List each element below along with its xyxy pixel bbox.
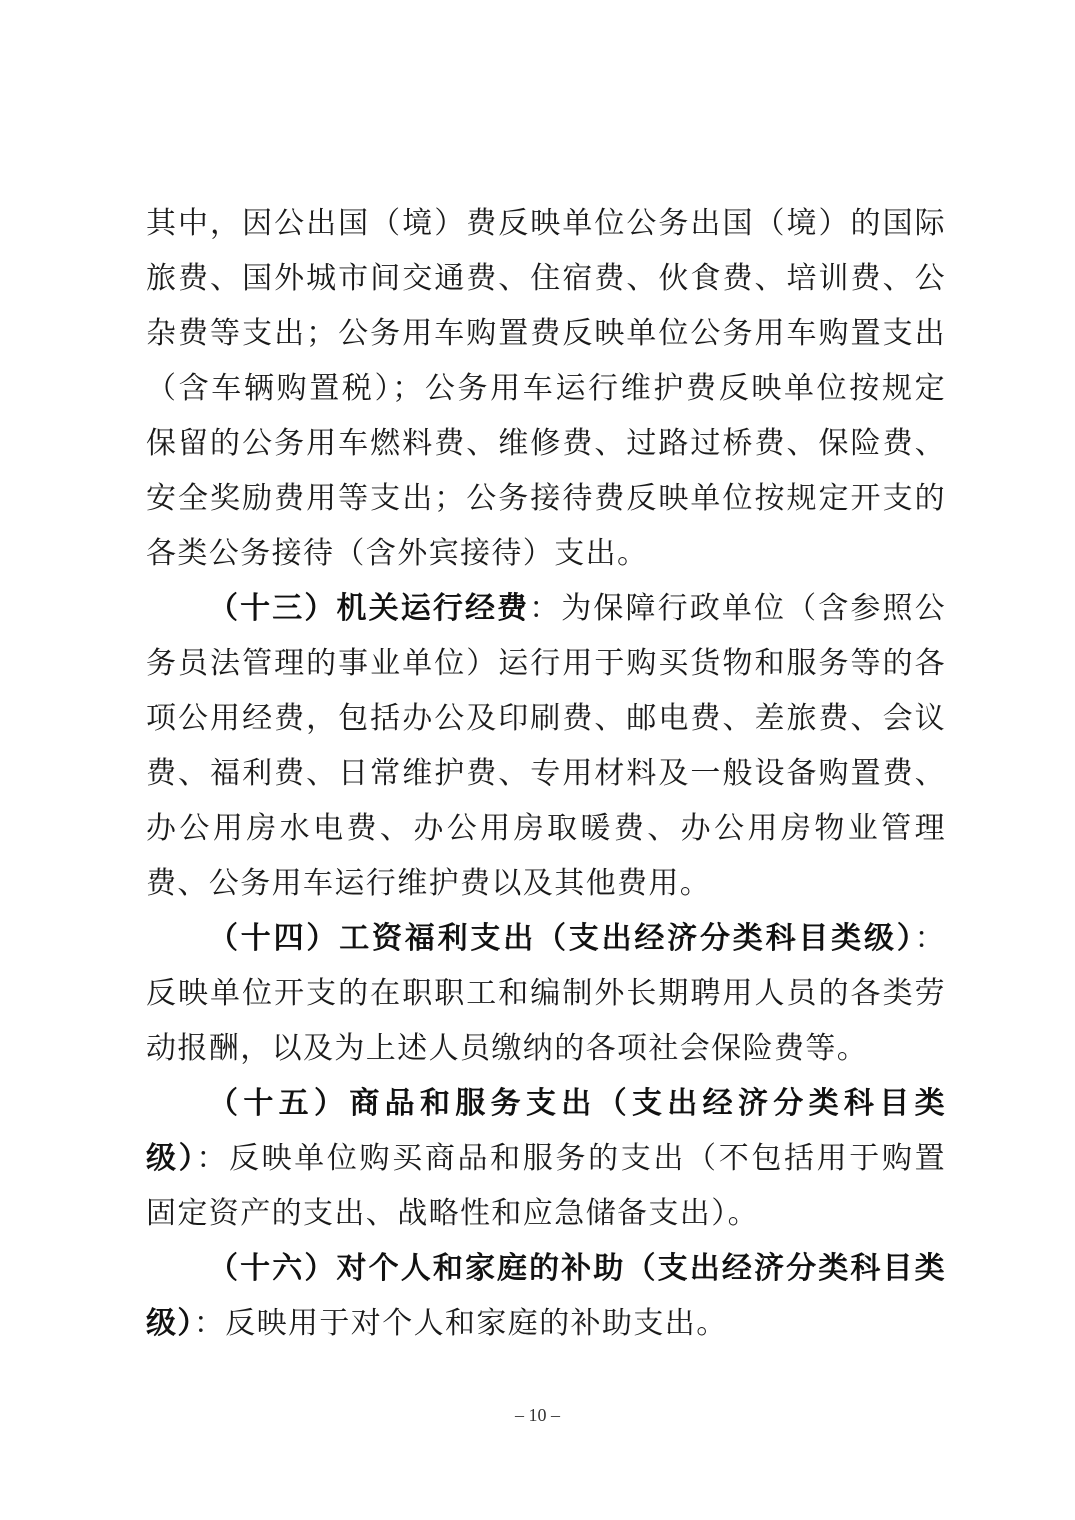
paragraph-text: ：反映单位开支的在职职工和编制外长期聘用人员的各类劳动报酬，以及为上述人员缴纳的各项社会保险费等。 <box>146 921 946 1066</box>
section-heading: （十三）机关运行经费 <box>208 591 530 626</box>
document-body <box>146 196 946 1351</box>
section-heading: （十五）商品和服务支出（支出经济分类科目类级） <box>146 1086 946 1176</box>
page-number: – 10 – <box>515 1405 560 1425</box>
paragraph-section-13 <box>146 581 946 911</box>
paragraph-section-14 <box>146 911 946 1076</box>
section-heading: （十六）对个人和家庭的补助（支出经济分类科目类级） <box>146 1251 946 1341</box>
paragraph-section-15 <box>146 1076 946 1241</box>
paragraph-text: ：为保障行政单位（含参照公务员法管理的事业单位）运行用于购买货物和服务等的各项公用经费，包括办公及印刷费、邮电费、差旅费、会议费、福利费、日常维护费、专用材料及一般设备购置费、办公用房水电费、办公用房取暖费、办公用房物业管理费、公务用车运行维护费以及其他费用。 <box>146 591 947 901</box>
section-heading: （十四）工资福利支出（支出经济分类科目类级） <box>208 921 915 956</box>
paragraph-text: ：反映用于对个人和家庭的补助支出。 <box>193 1306 728 1341</box>
paragraph-text: ：反映单位购买商品和服务的支出（不包括用于购置固定资产的支出、战略性和应急储备支出）。 <box>146 1141 946 1231</box>
paragraph-continuation <box>146 196 946 581</box>
paragraph-section-16 <box>146 1241 946 1351</box>
paragraph-text: 其中，因公出国（境）费反映单位公务出国（境）的国际旅费、国外城市间交通费、住宿费、伙食费、培训费、公杂费等支出；公务用车购置费反映单位公务用车购置支出（含车辆购置税）；公务用车运行维护费反映单位按规定保留的公务用车燃料费、维修费、过路过桥费、保险费、安全奖励费用等支出；公务接待费反映单位按规定开支的各类公务接待（含外宾接待）支出。 <box>146 206 946 571</box>
